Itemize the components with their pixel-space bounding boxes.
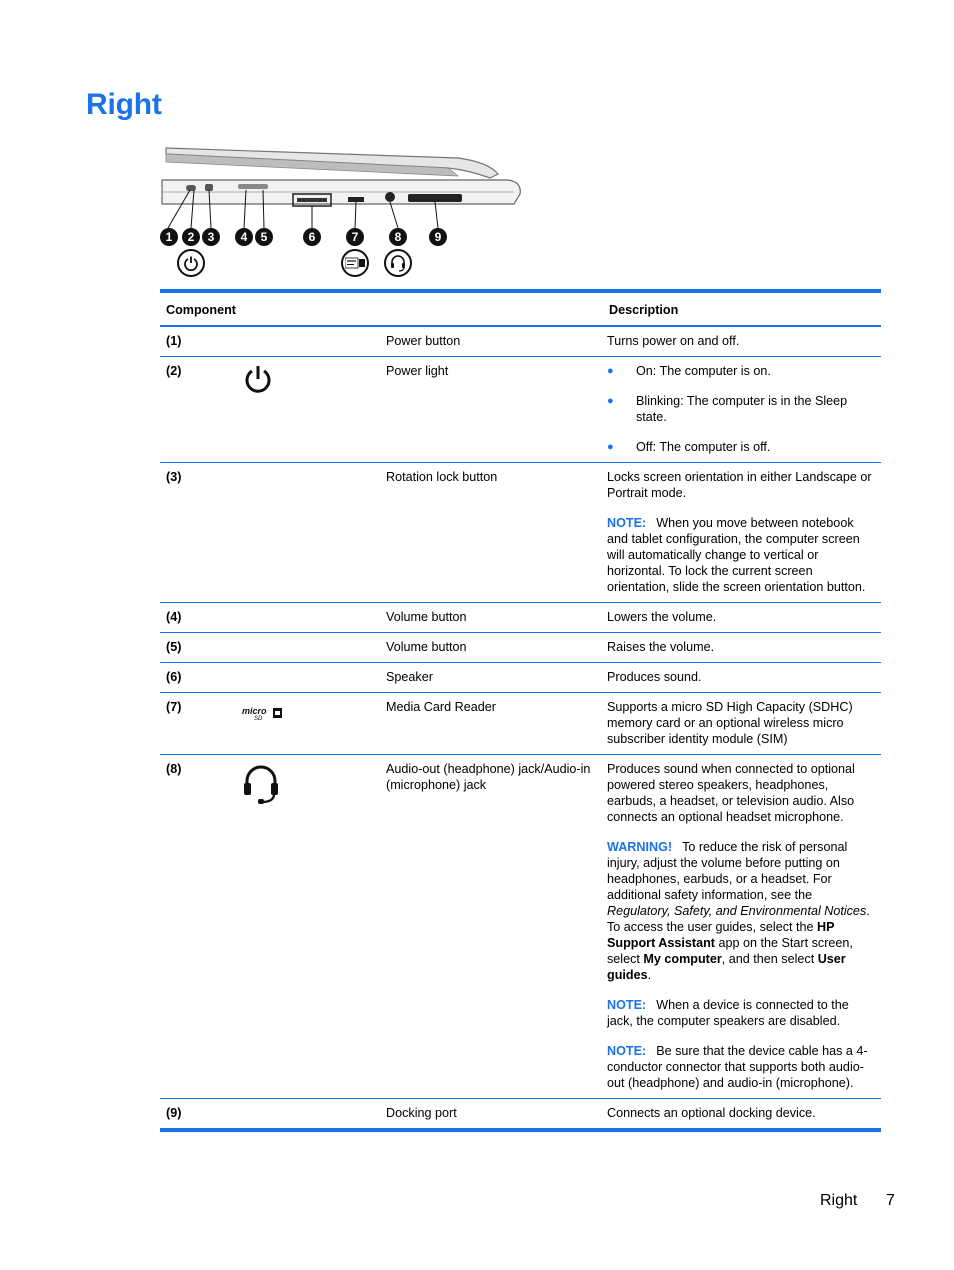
bullet-icon: ● bbox=[607, 441, 614, 453]
row-icon-cell bbox=[212, 633, 380, 663]
table-row bbox=[160, 603, 881, 633]
list-item: ● On: The computer is on. bbox=[607, 364, 771, 378]
note-text: When a device is connected to the jack, the computer speakers are disabled. bbox=[607, 998, 849, 1028]
row-component-name: Media Card Reader bbox=[386, 700, 496, 714]
note-label: NOTE: bbox=[607, 516, 647, 530]
table-row bbox=[160, 693, 881, 755]
row-description: Turns power on and off. bbox=[607, 334, 740, 348]
row-component-name: Volume button bbox=[386, 610, 467, 624]
footer-section-label: Right bbox=[820, 1192, 858, 1209]
note-paragraph bbox=[607, 1043, 875, 1091]
row-number: (5) bbox=[166, 640, 182, 654]
power-icon bbox=[177, 249, 205, 277]
table-row bbox=[160, 755, 881, 1099]
micro-sd-icon bbox=[341, 249, 369, 277]
footer-page-number: 7 bbox=[886, 1192, 895, 1209]
row-icon-cell bbox=[212, 693, 380, 755]
row-component-name: Speaker bbox=[386, 670, 433, 684]
row-number: (6) bbox=[166, 670, 182, 684]
row-number: (1) bbox=[166, 334, 182, 348]
table-row bbox=[160, 463, 881, 603]
note-text: When you move between notebook and tablet configuration, the computer screen will automatically change to vertical or horizontal. To lock the current screen orientation, slide the screen orientation button. bbox=[607, 516, 866, 594]
page-title: Right bbox=[86, 88, 162, 121]
description-text: Produces sound when connected to optional powered stereo speakers, headphones, earbuds, a headset, or television audio. Also connects an optional headset microphone. bbox=[607, 762, 855, 824]
row-component-name: Audio-out (headphone) jack/Audio-in (microphone) jack bbox=[386, 762, 591, 792]
row-component-name: Rotation lock button bbox=[386, 470, 498, 484]
table-row bbox=[160, 326, 881, 357]
component-table bbox=[160, 289, 881, 1132]
callout-6: 6 bbox=[303, 228, 321, 246]
table-row bbox=[160, 1099, 881, 1131]
description-text: Locks screen orientation in either Landscape or Portrait mode. bbox=[607, 470, 872, 500]
row-description: Supports a micro SD High Capacity (SDHC) memory card or an optional wireless micro subscriber identity module (SIM) bbox=[607, 700, 853, 746]
note-text: Be sure that the device cable has a 4-conductor connector that supports both audio-out (headphone) and audio-in (microphone). bbox=[607, 1044, 868, 1090]
callout-3: 3 bbox=[202, 228, 220, 246]
row-icon-cell bbox=[212, 326, 380, 357]
micro-sd-icon bbox=[242, 705, 284, 725]
row-description: Connects an optional docking device. bbox=[607, 1106, 816, 1120]
headset-icon bbox=[384, 249, 412, 277]
row-description: Raises the volume. bbox=[607, 640, 715, 654]
callout-9: 9 bbox=[429, 228, 447, 246]
row-number: (4) bbox=[166, 610, 182, 624]
row-icon-cell bbox=[212, 755, 380, 1099]
table-row bbox=[160, 633, 881, 663]
status-bullet-list bbox=[607, 363, 875, 455]
row-icon-cell bbox=[212, 357, 380, 463]
row-component-name: Power light bbox=[386, 364, 449, 378]
note-paragraph bbox=[607, 997, 875, 1029]
row-description: Produces sound. bbox=[607, 670, 702, 684]
header-description: Description bbox=[609, 303, 679, 317]
row-description: Lowers the volume. bbox=[607, 610, 717, 624]
row-number: (2) bbox=[166, 364, 182, 378]
note-label: NOTE: bbox=[607, 1044, 647, 1058]
callout-8: 8 bbox=[389, 228, 407, 246]
bullet-icon: ● bbox=[607, 365, 614, 377]
list-item: ● Blinking: The computer is in the Sleep state. bbox=[607, 394, 848, 424]
svg-text:micro: micro bbox=[242, 706, 267, 716]
row-number: (7) bbox=[166, 700, 182, 714]
callout-1: 1 bbox=[160, 228, 178, 246]
power-icon bbox=[242, 365, 274, 399]
warning-label: WARNING! bbox=[607, 840, 673, 854]
warning-paragraph: WARNING! To reduce the risk of personal injury, adjust the volume before putting on headphones, earbuds, or a headset. For additional safety information, see the Regulatory, Safety, and Environmental Notices. To access the user guides, select the HP Support Assistant app on the Start screen, select My computer, and then select User guides. bbox=[607, 840, 870, 982]
bullet-icon: ● bbox=[607, 395, 614, 407]
computer-right-side-figure bbox=[158, 140, 528, 285]
row-component-name: Volume button bbox=[386, 640, 467, 654]
row-icon-cell bbox=[212, 603, 380, 633]
row-number: (9) bbox=[166, 1106, 182, 1120]
row-description bbox=[601, 357, 881, 463]
row-icon-cell bbox=[212, 663, 380, 693]
list-item: ● Off: The computer is off. bbox=[607, 440, 771, 454]
table-header-row bbox=[160, 291, 881, 326]
table-row bbox=[160, 357, 881, 463]
table-row bbox=[160, 663, 881, 693]
row-icon-cell bbox=[212, 463, 380, 603]
headset-icon bbox=[240, 763, 282, 809]
row-number: (3) bbox=[166, 470, 182, 484]
row-component-name: Power button bbox=[386, 334, 461, 348]
svg-text:SD: SD bbox=[254, 716, 263, 721]
note-label: NOTE: bbox=[607, 998, 647, 1012]
row-description bbox=[601, 463, 881, 603]
row-icon-cell bbox=[212, 1099, 380, 1131]
callout-7: 7 bbox=[346, 228, 364, 246]
row-description bbox=[601, 755, 881, 1099]
header-component: Component bbox=[166, 303, 236, 317]
note-paragraph bbox=[607, 515, 875, 595]
callout-2: 2 bbox=[182, 228, 200, 246]
callout-4: 4 bbox=[235, 228, 253, 246]
row-number: (8) bbox=[166, 762, 182, 776]
callout-5: 5 bbox=[255, 228, 273, 246]
row-component-name: Docking port bbox=[386, 1106, 457, 1120]
computer-side-illustration bbox=[158, 140, 528, 240]
